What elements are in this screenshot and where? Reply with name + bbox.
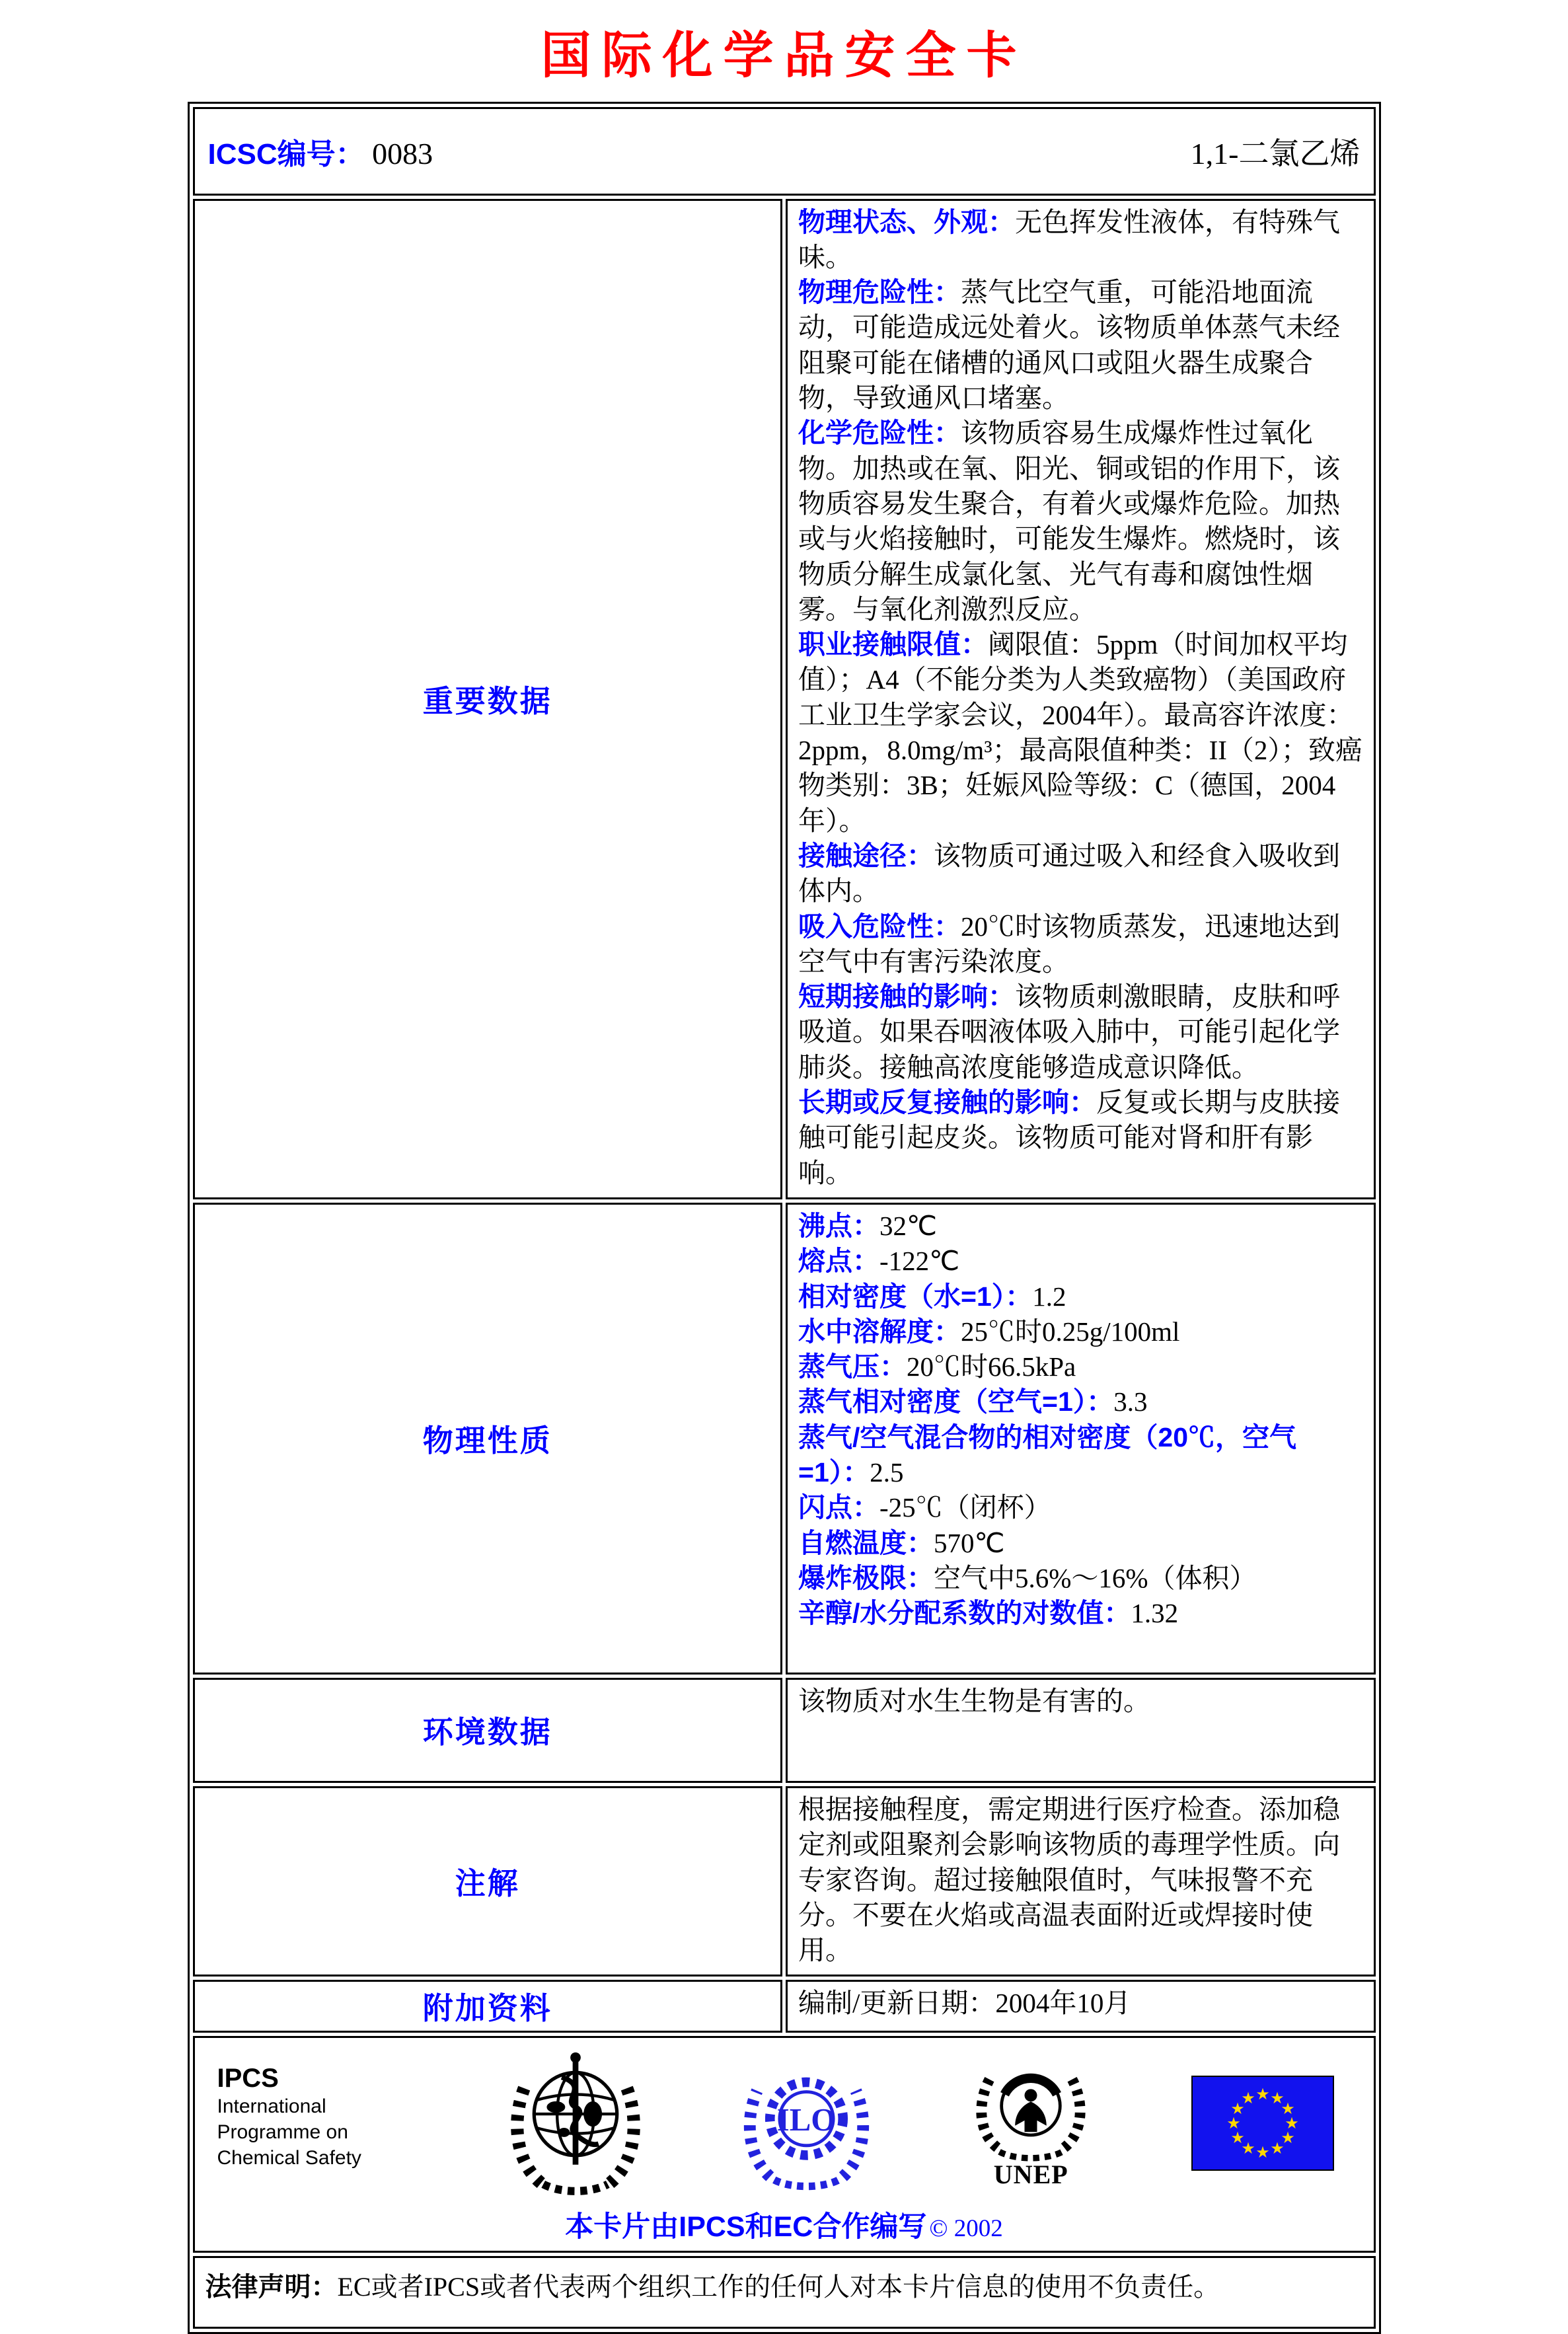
property-line: [798, 1349, 1363, 1384]
eu-flag-icon: [1191, 2076, 1334, 2171]
property-label: 水中溶解度：: [798, 1316, 961, 1347]
property-line: [798, 1420, 1363, 1491]
property-label: 熔点：: [798, 1246, 879, 1277]
field-row: [798, 627, 1363, 839]
ipcs-line: Chemical Safety: [217, 2147, 361, 2169]
ipcs-line: Programme on: [217, 2121, 348, 2144]
property-value: -25℃（闭杯）: [879, 1492, 1051, 1523]
ipcs-text-block: [217, 2063, 409, 2171]
field-row: [798, 275, 1363, 416]
svg-text:★: ★: [1269, 2089, 1285, 2108]
property-label: 闪点：: [798, 1492, 879, 1523]
header-row: [193, 107, 1376, 196]
legal-label: 法律声明：: [205, 2273, 338, 2302]
property-line: [798, 1384, 1363, 1419]
property-value: 1.2: [1032, 1281, 1066, 1312]
field-text: 无色挥发性液体，有特殊气味。: [798, 206, 1340, 272]
physical-properties-content: [786, 1203, 1376, 1675]
field-text: 蒸气比空气重，可能沿地面流动，可能造成远处着火。该物质单体蒸气未经阻聚可能在储槽的通风口或阻火器生成聚合物，导致通风口堵塞。: [798, 277, 1340, 414]
field-row: [798, 909, 1363, 980]
credit-text: 本卡片由IPCS和EC合作编写: [565, 2211, 927, 2243]
environmental-data-content: 该物质对水生生物是有害的。: [786, 1678, 1376, 1783]
who-logo-icon: [506, 2047, 645, 2199]
svg-text:ILO: ILO: [776, 2101, 837, 2138]
environmental-data-row: [193, 1678, 1376, 1783]
field-row: [798, 416, 1363, 627]
additional-info-content: [786, 1980, 1376, 2033]
svg-text:★: ★: [1240, 2089, 1255, 2108]
property-label: 辛醇/水分配系数的对数值：: [798, 1598, 1131, 1629]
unep-logo-icon: [968, 2057, 1094, 2190]
property-label: 相对密度（水=1）：: [798, 1281, 1033, 1312]
section-label-important-data: 重要数据: [193, 199, 783, 1199]
property-label: 爆炸极限：: [798, 1562, 934, 1593]
legal-text: EC或者IPCS或者代表两个组织工作的任何人对本卡片信息的使用不负责任。: [337, 2272, 1220, 2302]
property-value: 空气中5.6%～16%（体积）: [934, 1562, 1257, 1593]
field-label: 职业接触限值：: [798, 629, 988, 660]
property-value: 32℃: [879, 1210, 938, 1241]
icsc-number-label: ICSC编号：: [207, 137, 365, 170]
ipcs-line: International: [217, 2095, 326, 2118]
field-row: [798, 839, 1363, 909]
physical-properties-row: [193, 1203, 1376, 1675]
property-line: [798, 1490, 1363, 1525]
additional-info-row: [193, 1980, 1376, 2033]
legal-cell: [193, 2256, 1376, 2329]
field-label: 物理危险性：: [798, 277, 961, 308]
property-value: 570℃: [934, 1527, 1005, 1558]
field-text: 20℃时该物质蒸发，迅速地达到空气中有害污染浓度。: [798, 911, 1340, 977]
ilo-logo-icon: [742, 2056, 871, 2191]
update-date-value: 2004年10月: [995, 1988, 1131, 2019]
property-line: [798, 1209, 1363, 1244]
field-label: 化学危险性：: [798, 418, 961, 449]
unep-label: UNEP: [993, 2159, 1068, 2189]
section-label-additional-info: 附加资料: [193, 1980, 783, 2033]
field-text: 该物质容易生成爆炸性过氧化物。加热或在氧、阳光、铜或铝的作用下，该物质容易发生聚合，有着火或爆炸危险。加热或与火焰接触时，可能发生爆炸。燃烧时，该物质分解生成氯化氢、光气有毒和腐蚀性烟雾。与氧化剂激烈反应。: [798, 418, 1340, 624]
svg-text:★: ★: [1240, 2139, 1255, 2158]
ipcs-acronym: IPCS: [217, 2064, 279, 2093]
svg-text:★: ★: [1269, 2139, 1285, 2158]
field-row: [798, 979, 1363, 1085]
section-label-physical-properties: 物理性质: [193, 1203, 783, 1675]
field-label: 长期或反复接触的影响：: [798, 1087, 1096, 1118]
notes-row: [193, 1786, 1376, 1976]
section-label-notes: 注解: [193, 1786, 783, 1976]
property-line: [798, 1314, 1363, 1349]
logos-cell: [193, 2036, 1376, 2253]
svg-text:★: ★: [1284, 2114, 1299, 2133]
property-label: 蒸气压：: [798, 1351, 907, 1382]
field-text: 该物质可通过吸入和经食入吸收到体内。: [798, 840, 1340, 907]
field-label: 吸入危险性：: [798, 911, 961, 942]
property-line: [798, 1526, 1363, 1561]
property-value: -122℃: [879, 1246, 960, 1277]
field-text: 阈限值：5ppm（时间加权平均值）；A4（不能分类为人类致癌物）（美国政府工业卫生学家会议，2004年）。最高容许浓度：2ppm，8.0mg/m³；最高限值种类：II（2）；致癌物类别：3B；妊娠风险等级：C（德国，2004年）。: [798, 629, 1363, 836]
property-value: 1.32: [1131, 1598, 1179, 1629]
svg-text:★: ★: [1255, 2143, 1270, 2162]
field-label: 接触途径：: [798, 840, 934, 871]
svg-text:★: ★: [1255, 2085, 1270, 2104]
header-cell: [193, 107, 1376, 196]
update-date-label: 编制/更新日期：: [798, 1988, 996, 2019]
section-label-environmental-data: 环境数据: [193, 1678, 783, 1783]
property-label: 蒸气相对密度（空气=1）：: [798, 1386, 1114, 1417]
icsc-card-page: [0, 28, 1568, 2302]
property-label: 沸点：: [798, 1210, 879, 1241]
field-text: 该物质刺激眼睛，皮肤和呼吸道。如果吞咽液体吸入肺中，可能引起化学肺炎。接触高浓度能够造成意识降低。: [798, 981, 1340, 1082]
property-value: 20℃时66.5kPa: [907, 1351, 1076, 1382]
field-label: 物理状态、外观：: [798, 206, 1015, 237]
field-row: [798, 205, 1363, 276]
svg-text:★: ★: [1226, 2114, 1241, 2133]
icsc-number-value: 0083: [372, 136, 433, 170]
legal-row: [193, 2256, 1376, 2329]
notes-content: 根据接触程度，需定期进行医疗检查。添加稳定剂或阻聚剂会影响该物质的毒理学性质。向专家咨询。超过接触限值时，气味报警不充分。不要在火焰或高温表面附近或焊接时使用。: [786, 1786, 1376, 1976]
property-line: [798, 1561, 1363, 1596]
field-label: 短期接触的影响：: [798, 981, 1015, 1012]
property-label: 自燃温度：: [798, 1527, 934, 1558]
property-label: 蒸气/空气混合物的相对密度（20℃，空气=1）：: [798, 1421, 1296, 1487]
property-line: [798, 1596, 1363, 1631]
page-title: 国际化学品安全卡: [541, 28, 1027, 84]
logos-row: [193, 2036, 1376, 2253]
svg-text:★: ★: [1230, 2128, 1245, 2148]
credit-line: [215, 2204, 1354, 2245]
svg-text:★: ★: [1280, 2099, 1295, 2119]
important-data-row: [193, 199, 1376, 1199]
icsc-number: [208, 130, 433, 172]
field-text: 反复或长期与皮肤接触可能引起皮炎。该物质可能对肾和肝有影响。: [798, 1087, 1340, 1188]
important-data-content: [786, 199, 1376, 1199]
property-line: [798, 1279, 1363, 1314]
icsc-table: [188, 102, 1381, 2334]
field-row: [798, 1085, 1363, 1191]
property-line: [798, 1244, 1363, 1279]
property-value: 3.3: [1113, 1386, 1148, 1417]
property-value: 2.5: [870, 1456, 904, 1487]
svg-text:★: ★: [1280, 2128, 1295, 2148]
svg-text:★: ★: [1230, 2099, 1245, 2119]
property-value: 25℃时0.25g/100ml: [961, 1316, 1180, 1347]
copyright-text: © 2002: [929, 2215, 1003, 2243]
chemical-name: 1,1-二氯乙烯: [1190, 136, 1361, 170]
